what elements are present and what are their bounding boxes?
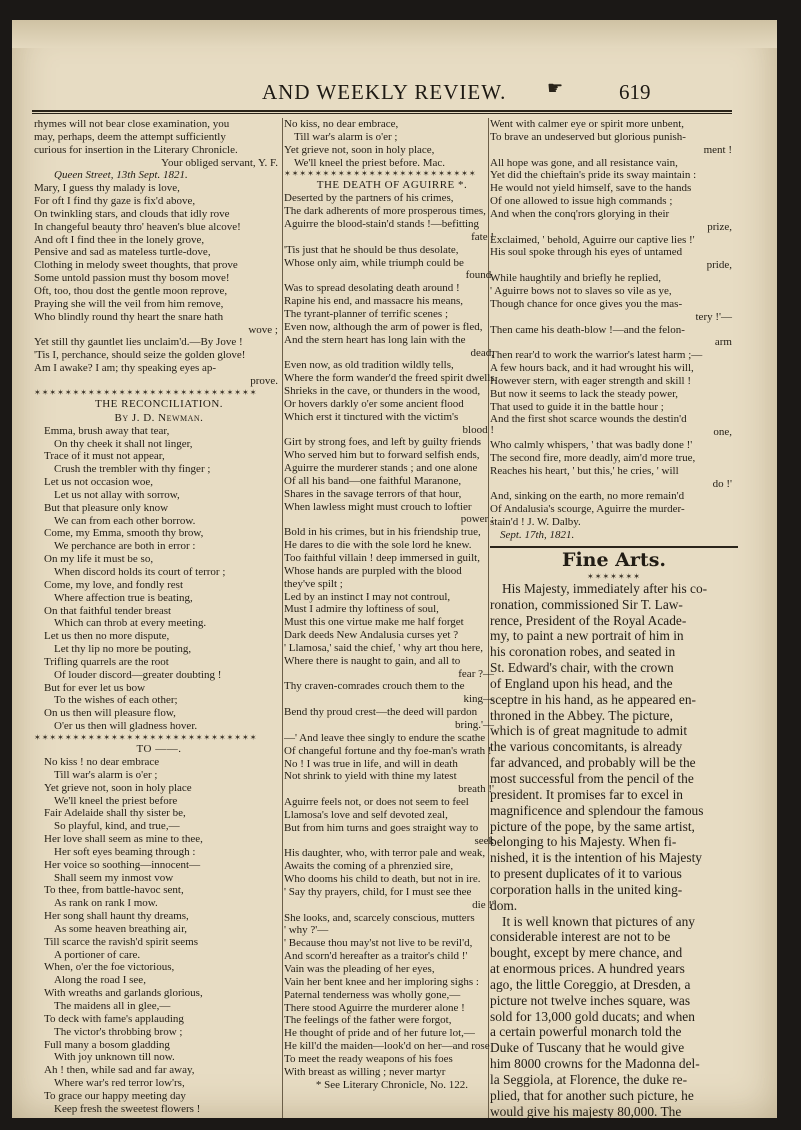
text-line: With joy unknown till now. [54, 1051, 175, 1064]
text-line: Emma, brush away that tear, [44, 424, 170, 437]
text-line: most successful from the pencil of the [490, 770, 694, 786]
text-line: at enormous prices. A hundred years [490, 961, 685, 977]
text-line: Led by an instinct I may not controul, [284, 590, 451, 603]
text-line: Crush the trembler with thy finger ; [54, 463, 211, 476]
text-line: No kiss ! no dear embrace [44, 755, 160, 768]
text-line: In changeful beauty thro' heaven's blue alcove! [34, 220, 241, 233]
text-line: On us then will pleasure flow, [44, 707, 176, 720]
text-line: Ah ! then, while sad and far away, [44, 1064, 195, 1077]
text-line: found, [465, 269, 494, 282]
text-line: To brave an undeserved but glorious punish- [490, 130, 686, 143]
text-line: No ! I was true in life, and will in death [284, 757, 458, 770]
text-line: rhymes will not bear close examination, you [34, 118, 230, 130]
text-line: ' why ?'— [284, 924, 329, 937]
text-line: Come, my love, and fondly rest [44, 578, 184, 591]
byline: By J. D. Newman. [114, 411, 204, 424]
text-line: But that pleasure only know [44, 501, 169, 514]
poem-mary [34, 118, 284, 388]
text-line: Dark deeds New Andalusia curses yet ? [284, 629, 459, 642]
text-line: Let us not occasion woe, [44, 476, 154, 489]
text-line: Of changeful fortune and thy foe-man's wrath ! [284, 744, 492, 757]
text-line: ' Llamosa,' said the chief, ' why art thou here, [284, 641, 483, 654]
text-line: There stood Aguirre the murderer alone ! [284, 1001, 465, 1014]
text-line: la Seggiola, at Florence, the duke re- [490, 1072, 688, 1087]
text-line: they've spilt ; [284, 577, 343, 590]
section-title: TO ——. [136, 742, 182, 755]
text-line: On my life it must be so, [44, 553, 154, 566]
text-line: Your obliged servant, Y. F. [161, 156, 278, 169]
text-line: Thy craven-comrades crouch them to the [284, 680, 465, 693]
text-line: Fair Adelaide shall thy sister be, [44, 807, 186, 820]
text-line: Whose only aim, while triumph could be [284, 256, 464, 269]
text-line: Praying she will the veil from him remove, [34, 297, 224, 310]
text-line: On that faithful tender breast [44, 604, 172, 617]
text-line: However stern, with eager strength and skill ! [490, 374, 691, 387]
section-title: THE RECONCILIATION. [94, 397, 224, 410]
text-line: Aguirre the murderer stands ; and one alone [284, 462, 478, 475]
text-line: his coronation robes, and seated in [490, 644, 676, 660]
text-line: Bend thy proud crest—the deed will pardon [284, 706, 478, 719]
text-line: Bold in his crimes, but in his friendship true, [284, 526, 481, 539]
text-line: belonging to his Majesty. When fi- [490, 834, 677, 850]
text-line: Am I awake? I am; thy speaking eyes ap- [34, 362, 217, 375]
page-number: 619 [619, 80, 651, 104]
text-line: O'er us then will gladness hover. [54, 720, 198, 733]
text-line: dom. [490, 897, 518, 913]
text-line: The maidens all in glee,— [54, 1000, 171, 1012]
text-line: For oft I find thy gaze is fix'd above, [34, 195, 196, 208]
text-line: Even now, although the arm of power is fled, [284, 320, 483, 333]
text-line: Llamosa's love and self devoted zeal, [284, 808, 448, 821]
text-line: to present duplicates of it to various [490, 866, 682, 882]
text-line: Oft, too, thou dost the gentle moon reprove, [34, 284, 228, 297]
page-top-edge [12, 20, 777, 48]
text-line: When discord holds its court of terror ; [54, 566, 226, 578]
text-line: Girt by strong foes, and left by guilty friends [284, 436, 482, 449]
text-line: But from him turns and goes straight way to [284, 821, 479, 834]
text-line: bring.'— [455, 718, 494, 731]
text-line: But now it seems to lack the steady power, [490, 387, 679, 400]
column-middle [284, 118, 500, 1091]
text-line: A few hours back, and it had wrought his will, [490, 362, 694, 375]
poem-continued [490, 118, 738, 542]
text-line: nished, it is the intention of his Majesty [490, 850, 703, 866]
text-line: Who dooms his child to death, but not in ire. [284, 873, 481, 886]
text-line: He dares to die with the sole lord he knew. [284, 539, 472, 552]
text-line: When, o'er the foe victorious, [44, 961, 175, 974]
text-line: To deck with fame's applauding [44, 1012, 184, 1025]
text-line: sceptre in his hand, as he appeared en- [490, 691, 696, 707]
text-line: may, perhaps, deem the attempt sufficiently [34, 130, 226, 143]
text-line: Trace of it must not appear, [44, 450, 165, 463]
text-line: We can from each other borrow. [54, 514, 196, 527]
text-line: Come, my Emma, smooth thy brow, [44, 527, 204, 540]
text-line: fear ?— [458, 667, 494, 680]
text-line: Then rear'd to work the warrior's latest harm ;— [490, 349, 703, 362]
text-line: curious for insertion in the Literary Chronicle. [34, 143, 238, 156]
text-line: And, sinking on the earth, no more remain'd [490, 490, 685, 503]
text-line: The feelings of the father were forgot, [284, 1014, 452, 1027]
text-line: him 8000 crowns for the Madonna del- [490, 1056, 700, 1072]
text-line: Who calmly whispers, ' that was badly done !' [490, 439, 693, 452]
text-line: seek [474, 834, 494, 847]
text-line: Clothing in melody sweet thoughts, that prove [34, 259, 238, 272]
text-line: Yet did the chieftain's pride its sway maintain : [490, 169, 697, 182]
text-line: Let us not allay with sorrow, [54, 488, 180, 501]
text-line: Exclaimed, ' behold, Aguirre our captive lies !' [490, 233, 695, 246]
text-line: wove ; [248, 323, 278, 336]
text-line: Yet still thy gauntlet lies unclaim'd.—By Jove ! [34, 336, 243, 349]
text-line: corporation halls in the united king- [490, 881, 683, 897]
text-line: Of Andalusia's scourge, Aguirre the murder- [490, 503, 685, 516]
text-line: die !' [472, 898, 494, 911]
text-line: Let thy lip no more be pouting, [54, 643, 192, 656]
text-line: Yet grieve not, soon in holy place [44, 781, 192, 794]
text-line: It is well known that pictures of any [502, 913, 696, 929]
text-line: Where the form wander'd the freed spirit dwells, [284, 372, 498, 385]
text-line: * See Literary Chronicle, No. 122. [315, 1078, 469, 1091]
text-line: Who served him but to forward selfish ends, [284, 449, 480, 462]
text-line: No kiss, no dear embrace, [284, 118, 399, 130]
text-line: ' Because thou may'st not live to be revil'd, [284, 937, 473, 950]
text-line: Till war's alarm is o'er ; [54, 768, 158, 781]
text-line: king— [463, 693, 494, 706]
text-line: Shares in the savage terrors of that hour, [284, 487, 462, 500]
text-line: His daughter, who, with terror pale and weak, [284, 847, 486, 860]
text-line: On twinkling stars, and clouds that idly rove [34, 207, 230, 220]
text-line: Or hovers darkly o'er some ancient flood [284, 397, 464, 410]
text-line: picture of the pope, by the same artist, [490, 818, 695, 834]
text-line: And the first shot scarce wounds the destin'd [490, 413, 687, 426]
pointing-hand-icon: ☛ [547, 78, 564, 99]
text-line: To thee, from battle-havoc sent, [44, 884, 184, 897]
text-line: The victor's throbbing brow ; [54, 1025, 183, 1038]
poem-ending [284, 118, 500, 169]
text-line: a certain powerful monarch told the [490, 1024, 682, 1040]
text-line: We'll kneel the priest before [54, 794, 178, 807]
text-line: Along the road I see, [54, 974, 146, 987]
text-line: Who blindly round thy heart the snare hath [34, 310, 224, 323]
text-line: ago, the little Coreggio, at Dresden, a [490, 976, 691, 992]
text-line: The second fire, more deadly, aim'd more true, [490, 451, 696, 464]
text-line: stain'd ! J. W. Dalby. [490, 516, 581, 529]
text-line: Her song shall haunt thy dreams, [44, 910, 189, 923]
text-line: Duke of Tuscany that he would give [490, 1040, 685, 1056]
text-line: Vain was the pleading of her eyes, [284, 963, 435, 975]
text-line: Yet grieve not, soon in holy place, [284, 143, 435, 156]
text-line: one, [713, 426, 732, 439]
text-line: ' Aguirre bows not to slaves so vile as ye, [490, 284, 672, 297]
text-line: Whose hands are purpled with the blood [284, 564, 462, 577]
fine-arts-article [490, 581, 738, 1118]
text-line: would give his majesty 80,000. The [490, 1103, 682, 1118]
text-line: Till scarce the ravish'd spirit seems [44, 935, 199, 948]
text-line: sold for 13,000 gold ducats; and when [490, 1008, 695, 1024]
ornamental-rule: ✶✶✶✶✶✶✶✶✶✶✶✶✶✶✶✶✶✶✶✶✶✶✶✶✶✶✶✶✶ [34, 732, 258, 742]
text-line: of England upon his head, and the [490, 675, 673, 691]
text-line: Which can throb at every meeting. [54, 617, 207, 630]
text-line: which is of great magnitude to admit [490, 723, 688, 739]
poem-death-of-aguirre [284, 192, 500, 1091]
text-line: ronation, commissioned Sir T. Law- [490, 596, 683, 612]
text-line: Trifling quarrels are the root [44, 655, 169, 668]
text-line: His Majesty, immediately after his co- [502, 580, 708, 596]
column-left [34, 118, 284, 1116]
text-line: arm [714, 336, 732, 349]
text-line: power : [460, 513, 494, 526]
text-line: To grace our happy meeting day [44, 1089, 186, 1102]
text-line: Deserted by the partners of his crimes, [284, 192, 454, 205]
text-line: far advanced, and probably will be the [490, 755, 696, 771]
text-line: considerable interest are not to be [490, 929, 671, 945]
text-line: Till war's alarm is o'er ; [294, 130, 398, 143]
text-line: Her voice so soothing—innocent— [44, 858, 201, 871]
text-line: Aguirre the blood-stain'd stands !—befitting [284, 218, 480, 231]
text-line: Which erst it tinctured with the victim's [284, 410, 459, 423]
text-line: Where there is naught to gain, and all to [284, 654, 461, 667]
text-line: She looks, and, scarcely conscious, mutters [284, 911, 475, 924]
text-line: Awaits the coming of a phrenzied sire, [284, 860, 454, 873]
text-line: And oft I find thee in the lonely grove, [34, 233, 205, 246]
text-line: Of all his band—one faithful Maranone, [284, 474, 462, 487]
text-line: Shall seem my inmost vow [54, 871, 174, 884]
text-line: Keep fresh the sweetest flowers ! [54, 1102, 201, 1115]
text-line: rence, President of the Royal Acade- [490, 612, 687, 628]
text-line: Some untold passion must thy bosom move! [34, 272, 230, 285]
text-line: The tyrant-planner of terrific scenes ; [284, 307, 449, 320]
text-line: Full many a bosom gladding [44, 1038, 170, 1051]
ornamental-rule: ✶✶✶✶✶✶✶ [587, 571, 641, 581]
text-line: All hope was gone, and all resistance vain, [490, 156, 678, 169]
header-rule [32, 110, 732, 112]
text-line: Went with calmer eye or spirit more unbent, [490, 118, 684, 130]
text-line: He kill'd the maiden—look'd on her—and rose [284, 1040, 490, 1053]
text-line: St. Edward's chair, with the crown [490, 660, 674, 676]
poem-reconciliation [34, 425, 284, 733]
section-title: THE DEATH OF AGUIRRE *. [316, 179, 468, 192]
text-line: magnificence and splendour the famous [490, 802, 704, 818]
text-line: With wreaths and garlands glorious, [44, 987, 203, 1000]
text-line: While haughtily and briefly he replied, [490, 272, 662, 285]
text-line: Let us then no more dispute, [44, 630, 170, 643]
text-line: Though chance for once gives you the mas- [490, 297, 683, 310]
text-line: blood ! [462, 423, 494, 436]
ornamental-rule: ✶✶✶✶✶✶✶✶✶✶✶✶✶✶✶✶✶✶✶✶✶✶✶✶✶ [284, 169, 477, 179]
text-line: So playful, kind, and true,— [54, 820, 180, 833]
text-line: Her soft eyes beaming through : [54, 845, 196, 858]
text-line: A portioner of care. [54, 948, 141, 961]
text-line: president. It promises far to excel in [490, 786, 683, 802]
text-line: Of louder discord—greater doubting ! [54, 668, 222, 681]
text-line: To meet the ready weapons of his foes [284, 1052, 453, 1065]
text-line: And when the conq'rors glorying in their [490, 207, 670, 220]
text-line: His soul spoke through his eyes of untamed [490, 246, 683, 259]
text-line: Queen Street, 13th Sept. 1821. [54, 169, 188, 182]
text-line: On thy cheek it shall not linger, [54, 437, 193, 450]
text-line: 'Tis I, perchance, should seize the golden glove! [34, 349, 246, 362]
text-line: ment ! [703, 143, 732, 156]
text-line: He would not yield himself, save to the hands [490, 182, 692, 195]
text-line: prize, [707, 220, 732, 233]
text-line: With breast as willing ; never martyr [284, 1065, 446, 1078]
section-title-fine-arts: Fine Arts. [561, 548, 667, 571]
running-header [32, 78, 737, 112]
text-line: Aguirre feels not, or does not seem to feel [284, 796, 469, 809]
text-line: But for ever let us bow [44, 681, 146, 694]
text-line: fate ! [471, 230, 494, 243]
text-line: —' And leave thee singly to endure the scathe [284, 731, 486, 744]
text-line: To the wishes of each other; [54, 694, 178, 707]
text-line: When lawless might must crouch to loftier [284, 500, 472, 513]
text-line: Where war's red terror low'rs, [54, 1077, 185, 1090]
text-line: bought, except by mere chance, and [490, 945, 683, 961]
text-line: plied, that for another such picture, he [490, 1087, 694, 1103]
text-line: We'll kneel the priest before. Mac. [294, 156, 446, 169]
text-line: And the stern heart has long lain with the [284, 333, 466, 346]
text-line: We perchance are both in error : [54, 540, 196, 553]
column-right [490, 118, 738, 1118]
text-line: tery !'— [695, 310, 732, 323]
text-line: Her love shall seem as mine to thee, [44, 833, 203, 846]
text-line: Rapine his end, and massacre his means, [284, 295, 464, 308]
text-line: Shrieks in the cave, or thunders in the wood, [284, 385, 481, 398]
text-line: do !' [712, 477, 732, 490]
text-line: breath !' [458, 783, 494, 796]
text-line: Not shrink to yield with thine my latest [284, 770, 457, 783]
text-line: Was to spread desolating death around ! [284, 282, 460, 295]
text-line: Too faithful villain ! deep immersed in guilt, [284, 552, 480, 564]
text-line: the various concomitants, is already [490, 739, 683, 755]
text-line: Must I admire thy loftiness of soul, [284, 603, 439, 616]
text-line: prove. [250, 374, 278, 387]
text-line: As rank on rank I mow. [54, 897, 158, 910]
ornamental-rule: ✶✶✶✶✶✶✶✶✶✶✶✶✶✶✶✶✶✶✶✶✶✶✶✶✶✶✶✶✶ [34, 387, 258, 397]
running-title: AND WEEKLY REVIEW. [262, 80, 507, 104]
poem-to [34, 756, 284, 1116]
text-line: Vain her bent knee and her imploring sighs : [284, 975, 479, 988]
text-line: As some heaven breathing air, [54, 922, 188, 935]
text-line: my, to paint a new portrait of him in [490, 628, 684, 644]
text-line: Then came his death-blow !—and the felon- [490, 323, 685, 336]
text-line: dead, [470, 346, 494, 359]
text-line: Must this one virtue make me half forget [284, 616, 464, 629]
text-line: Pensive and sad as mateless turtle-dove, [34, 246, 211, 259]
text-line: The dark adherents of more prosperous times, [284, 205, 486, 218]
text-line: Of one allowed to issue high commands ; [490, 195, 673, 208]
text-line: Paternal tenderness was wholly gone,— [284, 988, 461, 1001]
text-line: Reaches his heart, ' but this,' he cries, ' will [490, 464, 679, 477]
text-line: throned in the Abbey. The picture, [490, 707, 673, 723]
text-line: pride, [706, 259, 732, 272]
text-line: picture not twelve inches square, was [490, 992, 691, 1008]
text-line: Mary, I guess thy malady is love, [34, 182, 180, 195]
text-line: And scorn'd hereafter as a traitor's child !' [284, 950, 468, 963]
text-line: That used to guide it in the battle hour ; [490, 400, 664, 413]
newspaper-page [12, 20, 777, 1118]
text-line: 'Tis just that he should be thus desolate, [284, 243, 459, 256]
text-line: Where affection true is beating, [54, 591, 193, 604]
header-rule-thin [32, 113, 732, 114]
text-line: He thought of pride and of her future lot,— [284, 1027, 475, 1040]
text-line: Even now, as old tradition wildly tells, [284, 359, 454, 372]
text-line: ' Say thy prayers, child, for I must see thee [284, 885, 472, 898]
text-line: Sept. 17th, 1821. [500, 529, 575, 541]
